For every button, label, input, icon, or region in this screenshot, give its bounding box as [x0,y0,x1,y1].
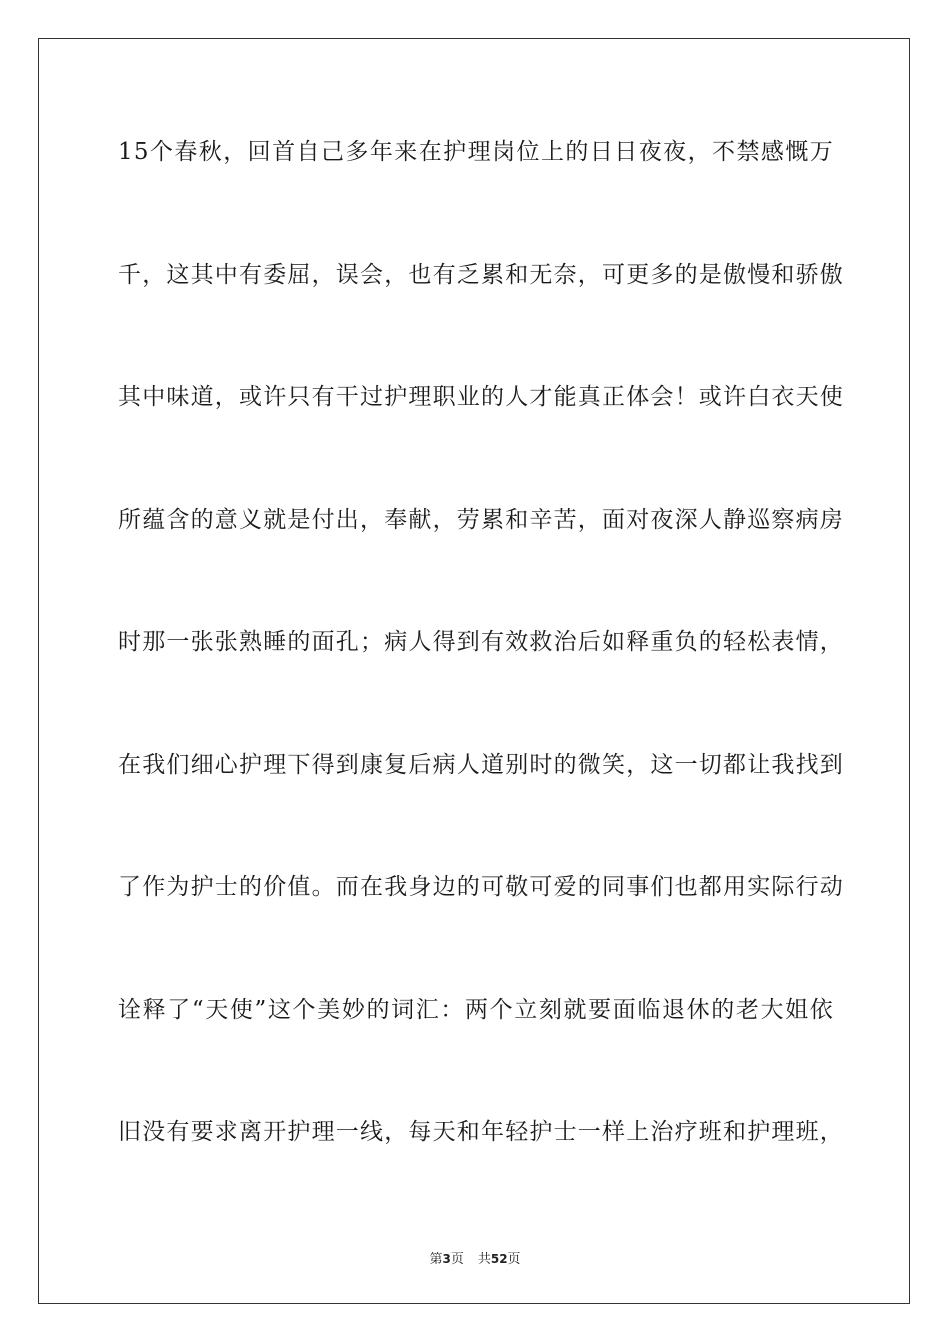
text-line: 15个春秋，回首自己多年来在护理岗位上的日日夜夜，不禁感慨万 [118,139,834,165]
text-line: 了作为护士的价值。而在我身边的可敬可爱的同事们也都用实际行动 [118,874,844,900]
text-line: 在我们细心护理下得到康复后病人道别时的微笑，这一切都让我找到 [118,751,844,778]
page-footer [0,1248,950,1267]
text-line: 其中味道，或许只有干过护理职业的人才能真正体会！或许白衣天使 [118,384,844,410]
page-label-suffix: 页 [450,1252,464,1267]
text-line: 时那一张张熟睡的面孔；病人得到有效救治后如释重负的轻松表情， [118,629,844,655]
text-line: 千，这其中有委屈，误会，也有乏累和无奈，可更多的是傲慢和骄傲 [118,261,844,288]
total-label-prefix: 共 [477,1252,491,1267]
page-number: 3 [442,1252,451,1266]
body-text [118,130,844,1233]
page-label-prefix: 第 [429,1252,443,1267]
text-line: 诠释了“天使”这个美妙的词汇：两个立刻就要面临退休的老大姐依 [118,996,834,1023]
total-pages: 52 [490,1252,508,1266]
text-line: 旧没有要求离开护理一线，每天和年轻护士一样上治疗班和护理班， [118,1119,844,1145]
total-label-suffix: 页 [507,1252,521,1267]
text-line: 所蕴含的意义就是付出，奉献，劳累和辛苦，面对夜深人静巡察病房 [118,506,844,533]
